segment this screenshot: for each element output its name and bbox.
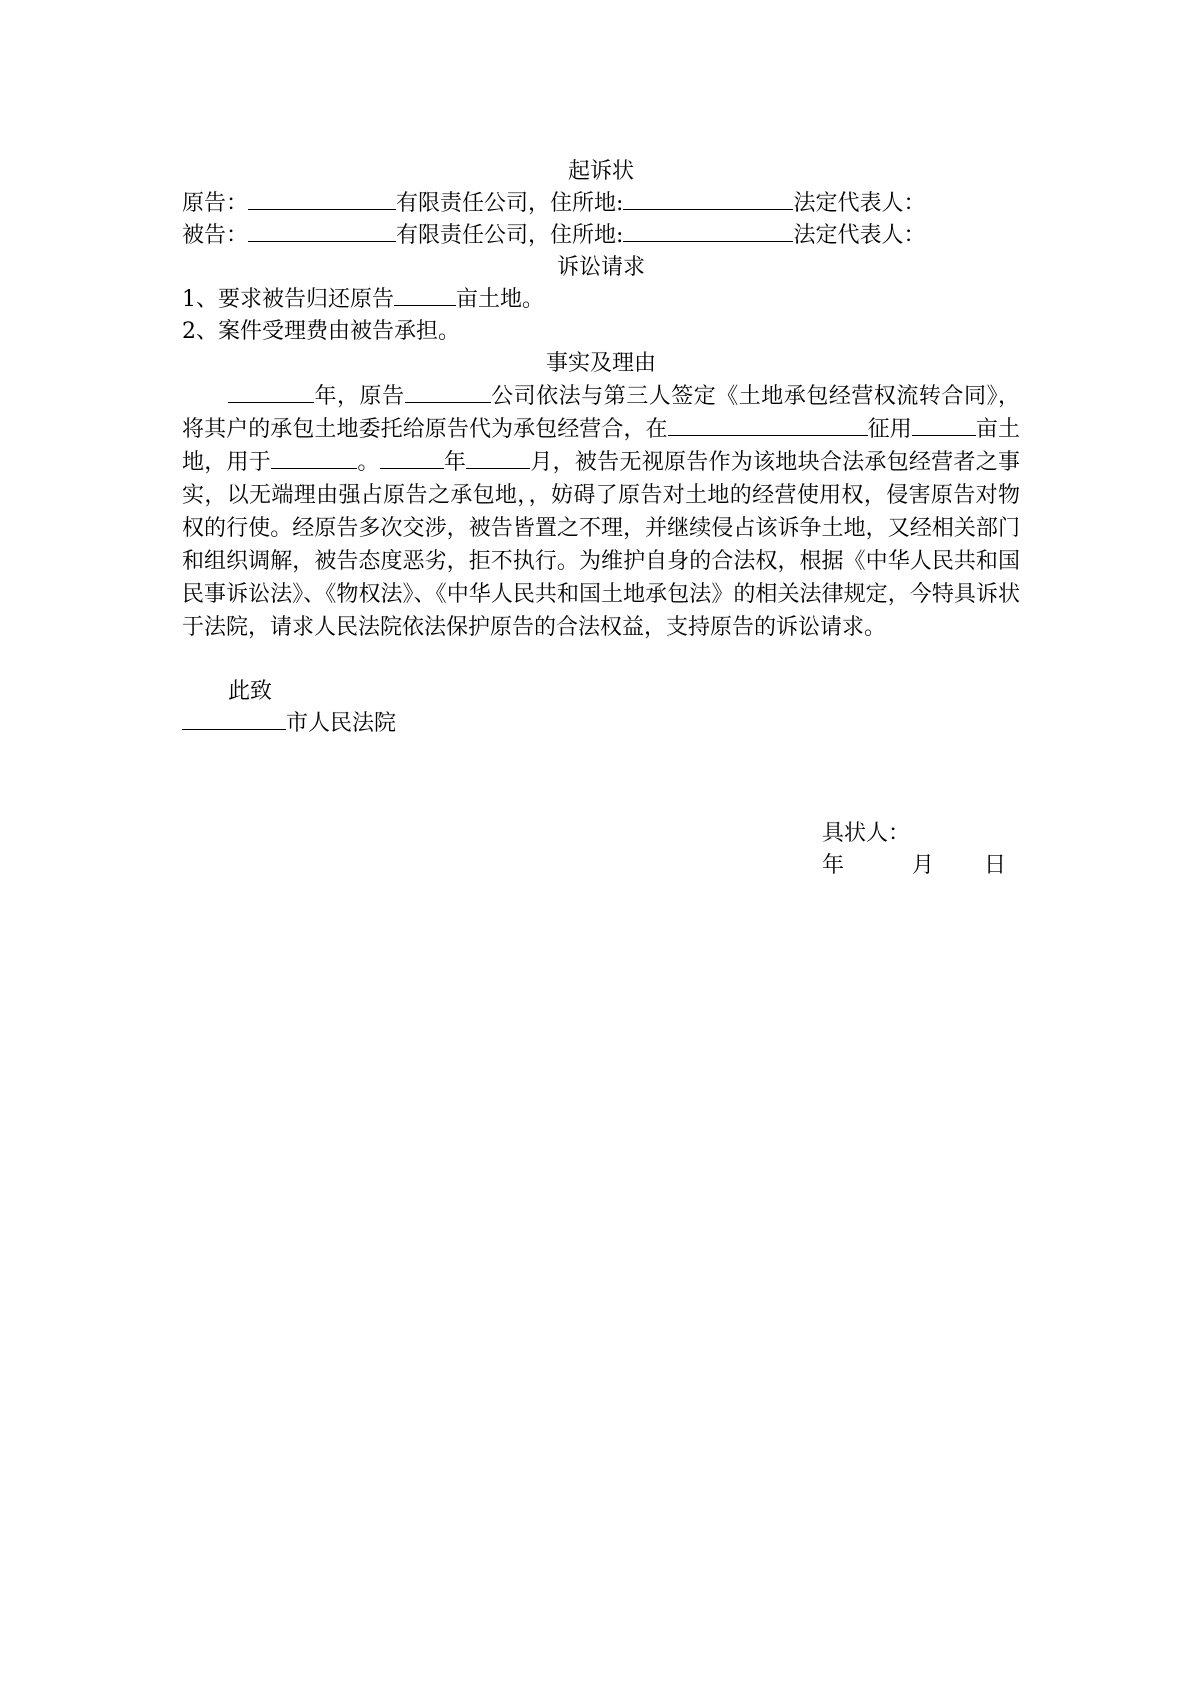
plaintiff-company-suffix: 有限责任公司，住所地: (396, 191, 624, 216)
claim-item-2: 2、案件受理费由被告承担。 (182, 319, 460, 344)
facts-company-blank (405, 382, 491, 403)
plaintiff-line (182, 188, 1020, 220)
defendant-address-blank (623, 221, 793, 242)
facts-month-blank (466, 448, 530, 469)
facts-text-6: 年 (443, 450, 467, 475)
complaint-document (182, 156, 1020, 740)
facts-text-5: 。 (357, 450, 380, 475)
court-line (182, 708, 1020, 740)
facts-text-3: 征用 (867, 417, 912, 442)
claim1-text-b: 亩土地。 (456, 287, 545, 312)
signature-label: 具状人： (822, 821, 911, 846)
claims-heading: 诉讼请求 (556, 255, 645, 280)
defendant-line (182, 220, 1020, 252)
facts-purpose-blank (271, 448, 357, 469)
facts-heading: 事实及理由 (545, 351, 656, 376)
plaintiff-address-blank (623, 189, 793, 210)
court-suffix: 市人民法院 (286, 711, 397, 736)
facts-year2-blank (380, 448, 444, 469)
closing-text: 此致 (228, 679, 273, 704)
paragraph-indent (182, 383, 228, 403)
facts-paragraph (182, 380, 1020, 644)
facts-text-7: 月，被告无视原告作为该地块合法承包经营者之事实，以无端理由强占原告之承包地，，妨碍了原告对土地的经营使用权，侵害原告对物权的行使。经原告多次交涉，被告皆置之不理，并继续侵占该诉争土地，又经相关部门和组织调解，被告态度恶劣，拒不执行。为维护自身的合法权，根据《中华人民共和国民事诉讼法》、《物权法》、《中华人民共和国土地承包法》的相关法律规定，今特具诉状于法院，请求人民法院依法保护原告的合法权益，支持原告的诉讼请求。 (182, 450, 1020, 640)
defendant-name-blank (248, 221, 396, 242)
plaintiff-name-blank (248, 189, 396, 210)
date-month-label: 月 (912, 853, 935, 878)
defendant-company-suffix: 有限责任公司，住所地: (396, 223, 624, 248)
claim1-area-blank (394, 285, 456, 306)
date-line (822, 850, 1006, 882)
defendant-rep-label: 法定代表人： (793, 223, 926, 248)
facts-text-4: 亩土地，用于 (182, 417, 1020, 475)
facts-year-blank (228, 382, 314, 403)
date-year-label: 年 (822, 853, 845, 878)
date-day-label: 日 (984, 853, 1007, 878)
court-city-blank (182, 709, 286, 730)
facts-text-1: 年，原告 (314, 384, 405, 409)
facts-text-2: 公司依法与第三人签定《土地承包经营权流转合同》，将其户的承包土地委托给原告代为承包经营合，在 (182, 384, 1020, 442)
signature-block (822, 818, 1006, 882)
facts-area-blank (912, 415, 976, 436)
plaintiff-label: 原告： (182, 191, 249, 216)
plaintiff-rep-label: 法定代表人： (793, 191, 926, 216)
document-title: 起诉状 (567, 159, 634, 184)
facts-location-blank (668, 415, 868, 436)
claim-item-1 (182, 284, 1020, 316)
spacer (182, 644, 1020, 676)
claim1-text-a: 1、要求被告归还原告 (182, 287, 394, 312)
defendant-label: 被告： (182, 223, 249, 248)
